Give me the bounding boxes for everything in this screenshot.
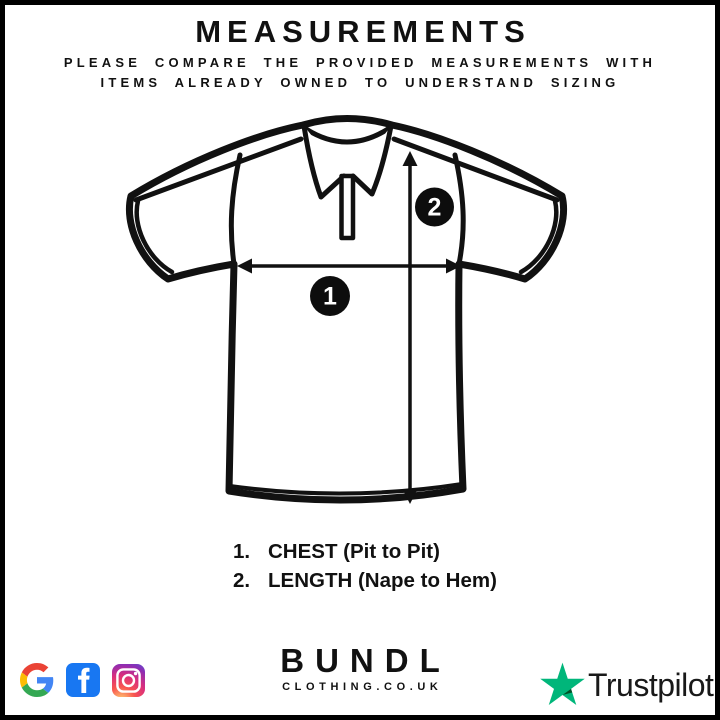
measurement-badge-2 bbox=[415, 188, 454, 227]
trustpilot-logo bbox=[540, 662, 713, 706]
legend-number: 1. bbox=[233, 540, 251, 563]
subtitle-line-2: ITEMS ALREADY OWNED TO UNDERSTAND SIZING bbox=[100, 75, 620, 90]
legend-label: CHEST (Pit to Pit) bbox=[268, 540, 440, 563]
brand-domain: CLOTHING.CO.UK bbox=[282, 681, 443, 693]
legend-item-chest bbox=[233, 537, 497, 566]
legend-item-length bbox=[233, 566, 497, 595]
subtitle-line-1: PLEASE COMPARE THE PROVIDED MEASUREMENTS WITH bbox=[63, 55, 657, 70]
badge-1-number: 1 bbox=[323, 282, 337, 311]
trustpilot-star-icon bbox=[540, 662, 585, 706]
trustpilot-wordmark: Trustpilot bbox=[588, 667, 714, 703]
legend-label: LENGTH (Nape to Hem) bbox=[268, 569, 497, 592]
badge-2-number: 2 bbox=[427, 193, 442, 222]
brand-name: BUNDL bbox=[280, 642, 451, 679]
page-title: MEASUREMENTS bbox=[195, 14, 531, 49]
placket bbox=[342, 176, 354, 238]
measurement-badge-1 bbox=[310, 276, 350, 316]
measurement-legend bbox=[233, 537, 497, 595]
legend-number: 2. bbox=[233, 569, 251, 592]
